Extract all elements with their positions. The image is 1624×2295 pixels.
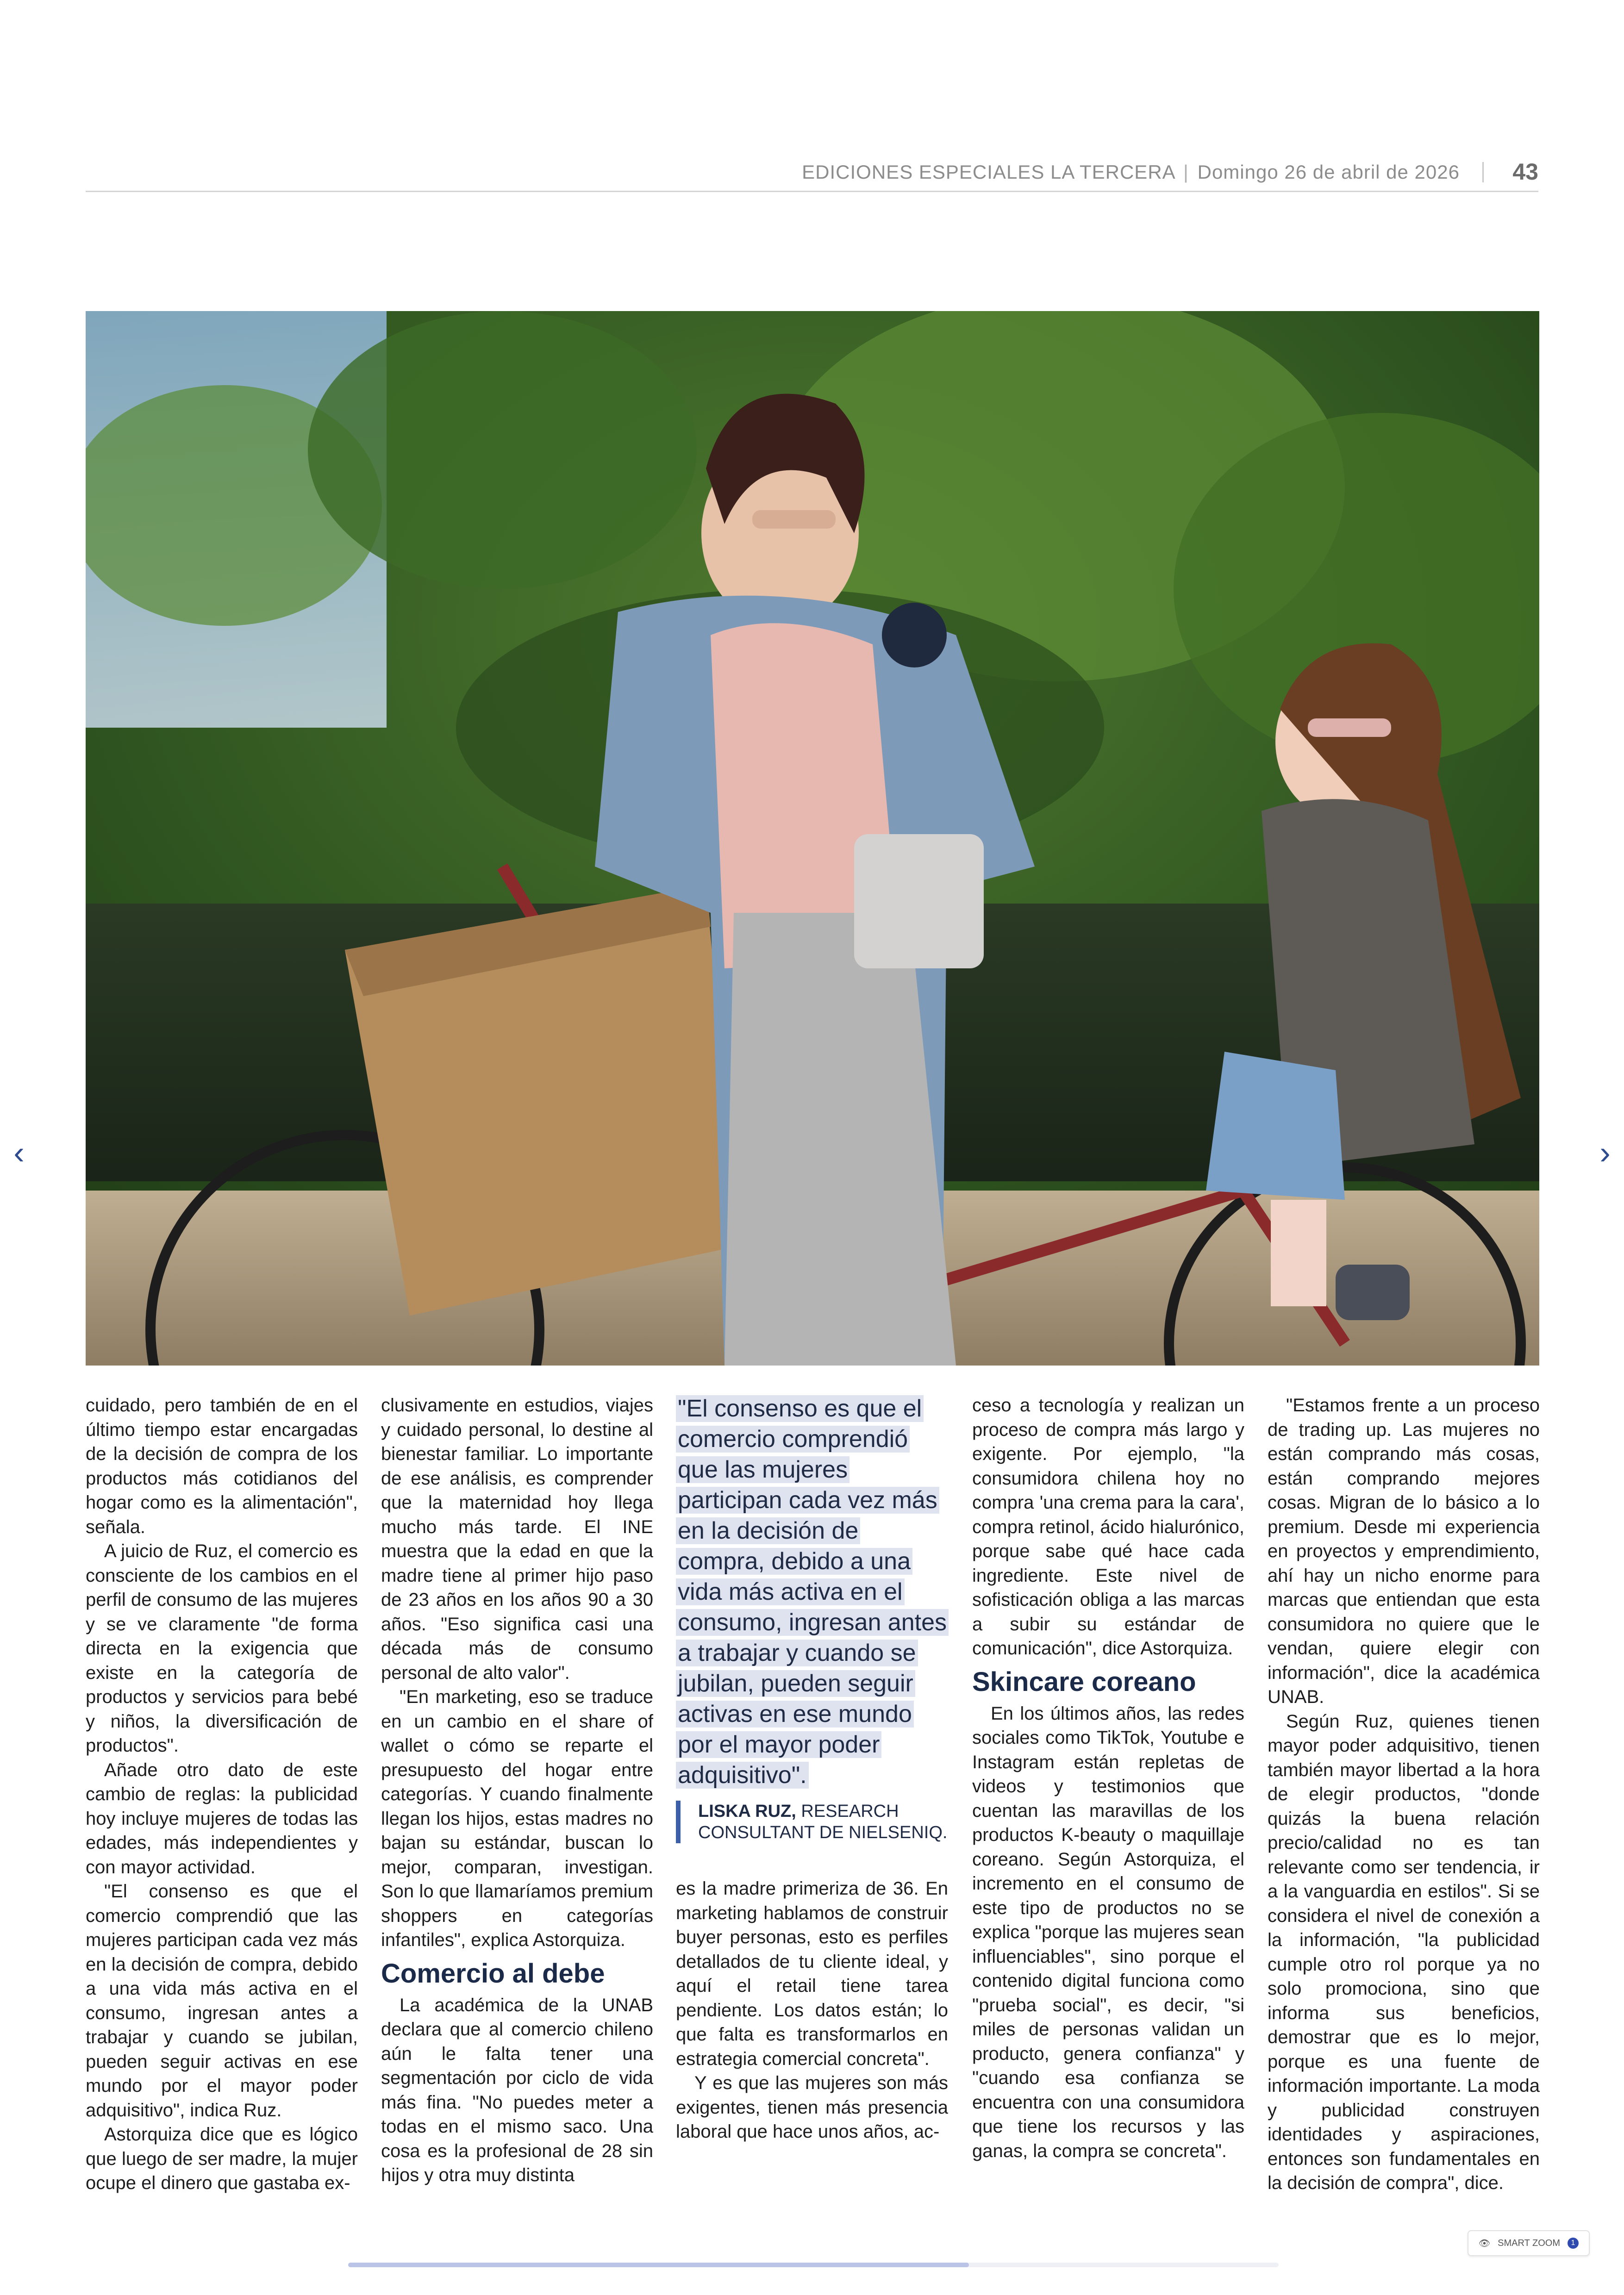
paragraph: cuidado, pero también de en el último tiempo estar encargadas de la decisión de compra de los productos más cotidianos del hogar como es la alimentación", señala.	[86, 1395, 358, 1537]
publication-name: EDICIONES ESPECIALES LA TERCERA	[802, 161, 1175, 183]
pull-quote-text: "El consenso es que el comercio comprendió que las mujeres participan cada vez más en la decisión de compra, debido a una vida más activa en el consumo, ingresan antes a trabajar y cuando se jubilan, pueden seguir activas en ese mundo por el mayor poder adquisitivo".	[676, 1395, 949, 1789]
page-number: 43	[1512, 159, 1538, 185]
paragraph: A juicio de Ruz, el comercio es consciente de los cambios en el perfil de consumo de las mujeres y se ve claramente "de forma directa en la exigencia que existe en la categoría de productos y servicios para bebé y niños, la diversificación de productos".	[86, 1541, 358, 1756]
previous-page-button[interactable]	[3, 1129, 35, 1176]
section-heading: Skincare coreano	[972, 1666, 1196, 1697]
eye-icon: 👁	[1478, 2238, 1491, 2249]
paragraph: es la madre primeriza de 36. En marketing hablamos de construir buyer personas, esto es perfiles detallados de tu cliente ideal, y aquí el retail tiene tarea pendiente. Los datos están; lo que falta es transformarlos en estrategia comercial concreta".	[676, 1878, 948, 2069]
paragraph: La académica de la UNAB declara que al comercio chileno aún le falta tener una segmentación por ciclo de vida más fina. "No puedes meter a todas en el mismo saco. Una cosa es la profesional de 28 sin hijos y otra muy distinta	[381, 1995, 653, 2185]
next-page-button[interactable]	[1589, 1129, 1621, 1176]
article-column-4	[972, 1393, 1244, 2163]
paragraph: clusivamente en estudios, viajes y cuidado personal, lo destine al bienestar familiar. Lo importante de ese análisis, es comprender que la maternidad hoy llega mucho más tarde. El INE muestra que la edad en que la madre tiene al primer hijo paso de 23 años en los años 90 a 30 años. "Eso significa casi una década más de consumo personal de alto valor".	[381, 1395, 653, 1683]
header-divider	[1482, 162, 1484, 182]
page-header	[86, 157, 1538, 192]
paragraph: "Estamos frente a un proceso de trading up. Las mujeres no están comprando más cosas, están comprando mejores cosas. Migran de lo básico a lo premium. Desde mi experiencia en proyectos y emprendimiento, ahí hay un nicho enorme para marcas que entiendan que esta consumidora no quiere que le vendan, quiere elegir con información", dice la académica UNAB.	[1268, 1395, 1540, 1707]
paragraph: "El consenso es que el comercio comprendió que las mujeres participan cada vez más en la decisión de compra, debido a una vida más activa en el consumo, ingresan antes a trabajar y cuando se jubilan, pueden seguir activas en ese mundo por el mayor poder adquisitivo", indica Ruz.	[86, 1881, 358, 2120]
smart-zoom-label: SMART ZOOM	[1498, 2238, 1560, 2248]
article-column-3	[676, 1393, 948, 2144]
scrollbar-thumb[interactable]	[348, 2263, 969, 2267]
article-photo	[86, 311, 1539, 1366]
smart-zoom-badge: 1	[1568, 2238, 1579, 2249]
quote-role: RESEARCH CONSULTANT DE NIELSENIQ.	[698, 1802, 948, 1842]
quote-attribution	[676, 1801, 948, 1843]
paragraph: Astorquiza dice que es lógico que luego de ser madre, la mujer ocupe el dinero que gastaba ex-	[86, 2124, 358, 2193]
header-separator: |	[1183, 161, 1189, 183]
article-column-1	[86, 1393, 358, 2195]
horizontal-scrollbar[interactable]	[348, 2263, 1279, 2267]
section-heading: Comercio al debe	[381, 1958, 605, 1989]
paragraph: Según Ruz, quienes tienen mayor poder adquisitivo, tienen también mayor libertad a la hora de elegir productos, "donde quizás la buena relación precio/calidad no es tan relevante como ser tendencia, ir a la vanguardia en estilos". Si se considera el nivel de conexión a la información, "la publicidad cumple otro rol porque ya no solo promociona, sino que informa sus beneficios, demostrar que es lo mejor, porque es una fuente de información importante. La moda y publicidad construyen identidades y aspiraciones, entonces son fundamentales en la decisión de compra", dice.	[1268, 1711, 1540, 2193]
publication-date: Domingo 26 de abril de 2026	[1197, 161, 1460, 183]
chevron-left-icon: ‹	[13, 1135, 25, 1171]
article-column-5	[1268, 1393, 1540, 2195]
article-column-2	[381, 1393, 653, 2188]
photo-mother-daughter-bicycle	[86, 311, 1539, 1366]
smart-zoom-button[interactable]	[1468, 2230, 1590, 2256]
paragraph: "En marketing, eso se traduce en un cambio en el share of wallet o cómo se reparte el presupuesto del hogar entre categorías. Y cuando finalmente llegan los hijos, estas madres no bajan su estándar, buscan lo mejor, comparan, investigan. Son lo que llamaríamos premium shoppers en categorías infantiles", explica Astorquiza.	[381, 1687, 653, 1950]
paragraph: Añade otro dato de este cambio de reglas: la publicidad hoy incluye mujeres de todas las edades, más independientes y con mayor actividad.	[86, 1759, 358, 1877]
publication-line	[802, 161, 1460, 183]
paragraph: Y es que las mujeres son más exigentes, tienen más presencia laboral que hace unos años, ac-	[676, 2073, 948, 2142]
chevron-right-icon: ›	[1599, 1135, 1611, 1171]
quote-author: LISKA RUZ,	[698, 1802, 796, 1821]
pull-quote	[676, 1393, 948, 1790]
paragraph: En los últimos años, las redes sociales como TikTok, Youtube e Instagram están repletas de videos y testimonios que cuentan las maravillas de los productos K-beauty o maquillaje coreano. Según Astorquiza, el incremento en el consumo de este tipo de productos no se explica "porque las mujeres sean influenciables", sino porque el contenido digital funciona como "prueba social", es decir, "si miles de personas validan un producto, genera confianza" y "cuando esa confianza se encuentra con una consumidora que tiene los recursos y las ganas, la compra se concreta".	[972, 1703, 1244, 2161]
paragraph: ceso a tecnología y realizan un proceso de compra más largo y exigente. Por ejemplo, "la consumidora chilena hoy no compra 'una crema para la cara', compra retinol, ácido hialurónico, porque sabe qué hace cada ingrediente. Este nivel de sofisticación obliga a las marcas a subir su estándar de comunicación", dice Astorquiza.	[972, 1395, 1244, 1659]
